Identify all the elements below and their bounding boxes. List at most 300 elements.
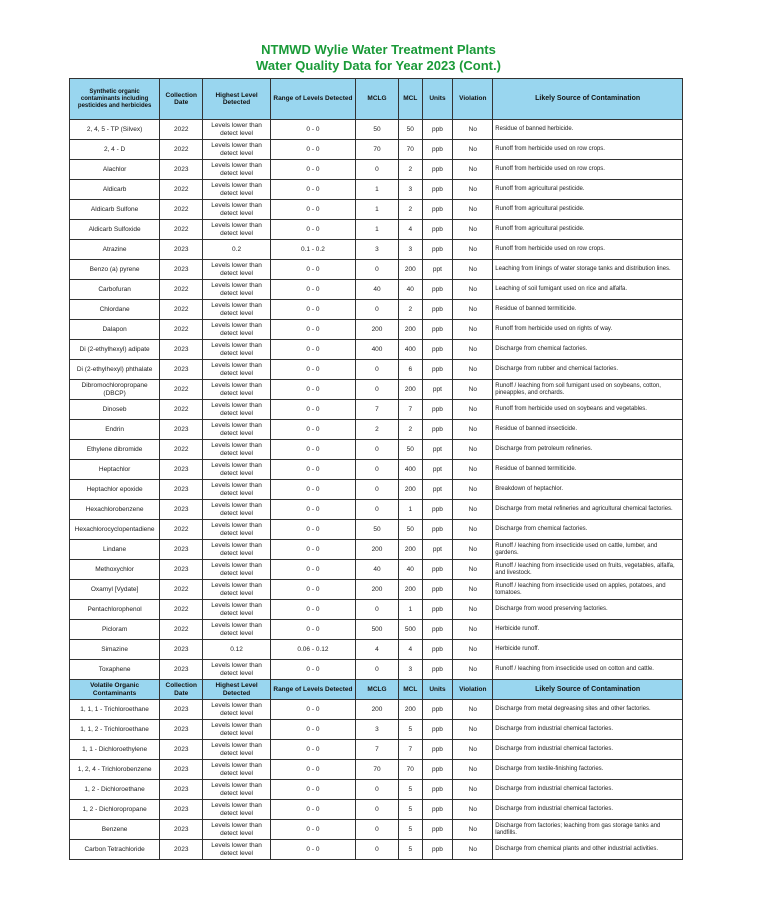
source-cell: Runoff / leaching from insecticide used on fruits, vegetables, alfalfa, and livestock. xyxy=(493,560,683,580)
source-cell: Discharge from chemical plants and other industrial activities. xyxy=(493,840,683,860)
table-row xyxy=(70,740,683,760)
collection-date-cell: 2022 xyxy=(160,600,203,620)
contaminant-cell: Alachlor xyxy=(70,160,160,180)
range-cell: 0 - 0 xyxy=(270,180,355,200)
units-cell: ppb xyxy=(422,760,453,780)
mcl-cell: 200 xyxy=(399,320,423,340)
contaminant-cell: Heptachlor xyxy=(70,460,160,480)
source-cell: Runoff from herbicide used on row crops. xyxy=(493,140,683,160)
units-cell: ppt xyxy=(422,460,453,480)
collection-date-cell: 2023 xyxy=(160,840,203,860)
violation-cell: No xyxy=(453,280,493,300)
highest-level-cell: Levels lower than detect level xyxy=(203,200,271,220)
synthetic-header-row xyxy=(70,79,683,120)
column-header-units: Units xyxy=(422,79,453,120)
units-cell: ppb xyxy=(422,420,453,440)
highest-level-cell: Levels lower than detect level xyxy=(203,300,271,320)
collection-date-cell: 2023 xyxy=(160,820,203,840)
highest-level-cell: Levels lower than detect level xyxy=(203,540,271,560)
units-cell: ppb xyxy=(422,700,453,720)
table-row xyxy=(70,600,683,620)
mcl-cell: 1 xyxy=(399,600,423,620)
units-cell: ppb xyxy=(422,160,453,180)
mcl-cell: 200 xyxy=(399,260,423,280)
mcl-cell: 5 xyxy=(399,800,423,820)
table-row xyxy=(70,320,683,340)
contaminant-cell: Carbon Tetrachloride xyxy=(70,840,160,860)
source-cell: Discharge from wood preserving factories. xyxy=(493,600,683,620)
violation-cell: No xyxy=(453,220,493,240)
mcl-cell: 500 xyxy=(399,620,423,640)
collection-date-cell: 2023 xyxy=(160,460,203,480)
units-cell: ppt xyxy=(422,260,453,280)
mcl-cell: 5 xyxy=(399,840,423,860)
source-cell: Discharge from metal refineries and agricultural chemical factories. xyxy=(493,500,683,520)
column-header-source: Likely Source of Contamination xyxy=(493,680,683,700)
source-cell: Runoff / leaching from insecticide used on cotton and cattle. xyxy=(493,660,683,680)
highest-level-cell: 0.2 xyxy=(203,240,271,260)
units-cell: ppb xyxy=(422,520,453,540)
mclg-cell: 200 xyxy=(355,700,398,720)
table-row xyxy=(70,220,683,240)
highest-level-cell: Levels lower than detect level xyxy=(203,840,271,860)
highest-level-cell: Levels lower than detect level xyxy=(203,280,271,300)
highest-level-cell: Levels lower than detect level xyxy=(203,420,271,440)
range-cell: 0 - 0 xyxy=(270,260,355,280)
violation-cell: No xyxy=(453,760,493,780)
violation-cell: No xyxy=(453,640,493,660)
collection-date-cell: 2022 xyxy=(160,440,203,460)
column-header-mclg: MCLG xyxy=(355,79,398,120)
highest-level-cell: Levels lower than detect level xyxy=(203,220,271,240)
units-cell: ppb xyxy=(422,660,453,680)
highest-level-cell: Levels lower than detect level xyxy=(203,780,271,800)
mclg-cell: 1 xyxy=(355,180,398,200)
units-cell: ppb xyxy=(422,120,453,140)
mclg-cell: 200 xyxy=(355,580,398,600)
collection-date-cell: 2022 xyxy=(160,580,203,600)
table-row xyxy=(70,500,683,520)
units-cell: ppb xyxy=(422,780,453,800)
contaminant-cell: Dibromochloropropane (DBCP) xyxy=(70,380,160,400)
column-header-mcl: MCL xyxy=(399,680,423,700)
highest-level-cell: Levels lower than detect level xyxy=(203,460,271,480)
highest-level-cell: Levels lower than detect level xyxy=(203,180,271,200)
units-cell: ppt xyxy=(422,440,453,460)
source-cell: Discharge from chemical factories. xyxy=(493,520,683,540)
range-cell: 0 - 0 xyxy=(270,140,355,160)
collection-date-cell: 2022 xyxy=(160,380,203,400)
column-header-units: Units xyxy=(422,680,453,700)
mcl-cell: 70 xyxy=(399,760,423,780)
violation-cell: No xyxy=(453,160,493,180)
mclg-cell: 50 xyxy=(355,520,398,540)
table-row xyxy=(70,820,683,840)
highest-level-cell: Levels lower than detect level xyxy=(203,760,271,780)
range-cell: 0 - 0 xyxy=(270,340,355,360)
range-cell: 0 - 0 xyxy=(270,600,355,620)
mcl-cell: 200 xyxy=(399,700,423,720)
column-header-violation: Violation xyxy=(453,680,493,700)
highest-level-cell: Levels lower than detect level xyxy=(203,620,271,640)
mclg-cell: 0 xyxy=(355,300,398,320)
collection-date-cell: 2023 xyxy=(160,480,203,500)
column-header-contaminant: Synthetic organic contaminants including pesticides and herbicides xyxy=(70,79,160,120)
collection-date-cell: 2023 xyxy=(160,720,203,740)
table-row xyxy=(70,520,683,540)
mcl-cell: 5 xyxy=(399,780,423,800)
contaminant-cell: Methoxychlor xyxy=(70,560,160,580)
contaminant-cell: 1, 2 - Dichloropropane xyxy=(70,800,160,820)
collection-date-cell: 2023 xyxy=(160,340,203,360)
mclg-cell: 0 xyxy=(355,840,398,860)
range-cell: 0 - 0 xyxy=(270,800,355,820)
mclg-cell: 40 xyxy=(355,280,398,300)
highest-level-cell: Levels lower than detect level xyxy=(203,440,271,460)
contaminant-cell: Dinoseb xyxy=(70,400,160,420)
collection-date-cell: 2022 xyxy=(160,300,203,320)
table-row xyxy=(70,640,683,660)
collection-date-cell: 2023 xyxy=(160,500,203,520)
mcl-cell: 2 xyxy=(399,200,423,220)
contaminant-cell: 1, 1, 1 - Trichloroethane xyxy=(70,700,160,720)
range-cell: 0 - 0 xyxy=(270,500,355,520)
column-header-highest-level: Highest Level Detected xyxy=(203,680,271,700)
mcl-cell: 2 xyxy=(399,420,423,440)
column-header-mclg: MCLG xyxy=(355,680,398,700)
units-cell: ppb xyxy=(422,220,453,240)
violation-cell: No xyxy=(453,740,493,760)
violation-cell: No xyxy=(453,520,493,540)
collection-date-cell: 2022 xyxy=(160,180,203,200)
mclg-cell: 0 xyxy=(355,820,398,840)
units-cell: ppb xyxy=(422,640,453,660)
units-cell: ppb xyxy=(422,500,453,520)
violation-cell: No xyxy=(453,140,493,160)
violation-cell: No xyxy=(453,200,493,220)
table-row xyxy=(70,280,683,300)
source-cell: Discharge from industrial chemical factories. xyxy=(493,740,683,760)
contaminant-cell: 2, 4 - D xyxy=(70,140,160,160)
contaminant-cell: Heptachlor epoxide xyxy=(70,480,160,500)
contaminant-cell: Atrazine xyxy=(70,240,160,260)
violation-cell: No xyxy=(453,780,493,800)
contaminant-cell: Carbofuran xyxy=(70,280,160,300)
mclg-cell: 0 xyxy=(355,500,398,520)
range-cell: 0 - 0 xyxy=(270,420,355,440)
contaminant-cell: 2, 4, 5 - TP (Silvex) xyxy=(70,120,160,140)
range-cell: 0 - 0 xyxy=(270,520,355,540)
source-cell: Runoff from agricultural pesticide. xyxy=(493,180,683,200)
contaminant-cell: Aldicarb Sulfoxide xyxy=(70,220,160,240)
range-cell: 0 - 0 xyxy=(270,380,355,400)
units-cell: ppb xyxy=(422,820,453,840)
mcl-cell: 5 xyxy=(399,820,423,840)
highest-level-cell: Levels lower than detect level xyxy=(203,400,271,420)
source-cell: Runoff / leaching from soil fumigant used on soybeans, cotton, pineapples, and orchards. xyxy=(493,380,683,400)
range-cell: 0 - 0 xyxy=(270,280,355,300)
collection-date-cell: 2022 xyxy=(160,140,203,160)
table-row xyxy=(70,840,683,860)
table-row xyxy=(70,460,683,480)
mcl-cell: 400 xyxy=(399,340,423,360)
mcl-cell: 2 xyxy=(399,160,423,180)
mcl-cell: 6 xyxy=(399,360,423,380)
range-cell: 0 - 0 xyxy=(270,200,355,220)
collection-date-cell: 2023 xyxy=(160,700,203,720)
mclg-cell: 0 xyxy=(355,360,398,380)
source-cell: Breakdown of heptachlor. xyxy=(493,480,683,500)
units-cell: ppb xyxy=(422,240,453,260)
table-row xyxy=(70,400,683,420)
table-row xyxy=(70,200,683,220)
violation-cell: No xyxy=(453,660,493,680)
highest-level-cell: 0.12 xyxy=(203,640,271,660)
collection-date-cell: 2023 xyxy=(160,540,203,560)
mclg-cell: 500 xyxy=(355,620,398,640)
range-cell: 0.06 - 0.12 xyxy=(270,640,355,660)
highest-level-cell: Levels lower than detect level xyxy=(203,520,271,540)
highest-level-cell: Levels lower than detect level xyxy=(203,140,271,160)
column-header-collection-date: Collection Date xyxy=(160,680,203,700)
range-cell: 0 - 0 xyxy=(270,400,355,420)
mcl-cell: 200 xyxy=(399,380,423,400)
table-row xyxy=(70,560,683,580)
mclg-cell: 0 xyxy=(355,780,398,800)
highest-level-cell: Levels lower than detect level xyxy=(203,700,271,720)
range-cell: 0 - 0 xyxy=(270,720,355,740)
page-subtitle: Water Quality Data for Year 2023 (Cont.) xyxy=(256,58,501,73)
volatile-header-row xyxy=(70,680,683,700)
table-row xyxy=(70,240,683,260)
mcl-cell: 40 xyxy=(399,560,423,580)
column-header-mcl: MCL xyxy=(399,79,423,120)
mclg-cell: 200 xyxy=(355,320,398,340)
range-cell: 0 - 0 xyxy=(270,480,355,500)
contaminant-cell: 1, 1 - Dichloroethylene xyxy=(70,740,160,760)
highest-level-cell: Levels lower than detect level xyxy=(203,560,271,580)
contaminant-cell: Benzo (a) pyrene xyxy=(70,260,160,280)
contaminant-cell: Pentachlorophenol xyxy=(70,600,160,620)
highest-level-cell: Levels lower than detect level xyxy=(203,120,271,140)
collection-date-cell: 2023 xyxy=(160,560,203,580)
violation-cell: No xyxy=(453,560,493,580)
collection-date-cell: 2023 xyxy=(160,420,203,440)
units-cell: ppb xyxy=(422,600,453,620)
violation-cell: No xyxy=(453,480,493,500)
table-row xyxy=(70,420,683,440)
table-row xyxy=(70,120,683,140)
source-cell: Discharge from chemical factories. xyxy=(493,340,683,360)
source-cell: Discharge from metal degreasing sites and other factories. xyxy=(493,700,683,720)
units-cell: ppb xyxy=(422,360,453,380)
mclg-cell: 40 xyxy=(355,560,398,580)
mcl-cell: 400 xyxy=(399,460,423,480)
collection-date-cell: 2023 xyxy=(160,660,203,680)
highest-level-cell: Levels lower than detect level xyxy=(203,600,271,620)
violation-cell: No xyxy=(453,120,493,140)
range-cell: 0.1 - 0.2 xyxy=(270,240,355,260)
collection-date-cell: 2022 xyxy=(160,320,203,340)
source-cell: Residue of banned termiticide. xyxy=(493,460,683,480)
table-row xyxy=(70,380,683,400)
collection-date-cell: 2023 xyxy=(160,740,203,760)
table-row xyxy=(70,300,683,320)
highest-level-cell: Levels lower than detect level xyxy=(203,500,271,520)
mclg-cell: 0 xyxy=(355,800,398,820)
mcl-cell: 40 xyxy=(399,280,423,300)
contaminant-cell: Oxamyl [Vydate] xyxy=(70,580,160,600)
range-cell: 0 - 0 xyxy=(270,220,355,240)
mcl-cell: 7 xyxy=(399,740,423,760)
units-cell: ppb xyxy=(422,720,453,740)
range-cell: 0 - 0 xyxy=(270,300,355,320)
range-cell: 0 - 0 xyxy=(270,760,355,780)
highest-level-cell: Levels lower than detect level xyxy=(203,660,271,680)
units-cell: ppb xyxy=(422,840,453,860)
source-cell: Residue of banned termiticide. xyxy=(493,300,683,320)
mclg-cell: 0 xyxy=(355,600,398,620)
source-cell: Discharge from industrial chemical factories. xyxy=(493,800,683,820)
collection-date-cell: 2022 xyxy=(160,280,203,300)
violation-cell: No xyxy=(453,400,493,420)
mclg-cell: 0 xyxy=(355,260,398,280)
source-cell: Discharge from petroleum refineries. xyxy=(493,440,683,460)
source-cell: Runoff from agricultural pesticide. xyxy=(493,220,683,240)
range-cell: 0 - 0 xyxy=(270,740,355,760)
collection-date-cell: 2022 xyxy=(160,400,203,420)
units-cell: ppt xyxy=(422,380,453,400)
range-cell: 0 - 0 xyxy=(270,120,355,140)
violation-cell: No xyxy=(453,540,493,560)
collection-date-cell: 2023 xyxy=(160,360,203,380)
violation-cell: No xyxy=(453,840,493,860)
highest-level-cell: Levels lower than detect level xyxy=(203,320,271,340)
mcl-cell: 50 xyxy=(399,520,423,540)
highest-level-cell: Levels lower than detect level xyxy=(203,720,271,740)
mcl-cell: 2 xyxy=(399,300,423,320)
mclg-cell: 7 xyxy=(355,400,398,420)
violation-cell: No xyxy=(453,720,493,740)
table-row xyxy=(70,180,683,200)
contaminant-cell: Chlordane xyxy=(70,300,160,320)
source-cell: Runoff from herbicide used on row crops. xyxy=(493,240,683,260)
mclg-cell: 3 xyxy=(355,240,398,260)
source-cell: Discharge from textile-finishing factories. xyxy=(493,760,683,780)
source-cell: Discharge from rubber and chemical factories. xyxy=(493,360,683,380)
volatile-section-header xyxy=(70,680,683,700)
table-row xyxy=(70,580,683,600)
source-cell: Runoff from herbicide used on soybeans and vegetables. xyxy=(493,400,683,420)
table-row xyxy=(70,340,683,360)
range-cell: 0 - 0 xyxy=(270,660,355,680)
collection-date-cell: 2023 xyxy=(160,240,203,260)
mcl-cell: 5 xyxy=(399,720,423,740)
mclg-cell: 400 xyxy=(355,340,398,360)
table-row xyxy=(70,800,683,820)
contaminant-cell: Simazine xyxy=(70,640,160,660)
contaminant-cell: Ethylene dibromide xyxy=(70,440,160,460)
mclg-cell: 0 xyxy=(355,460,398,480)
source-cell: Leaching from linings of water storage tanks and distribution lines. xyxy=(493,260,683,280)
violation-cell: No xyxy=(453,620,493,640)
violation-cell: No xyxy=(453,320,493,340)
highest-level-cell: Levels lower than detect level xyxy=(203,360,271,380)
range-cell: 0 - 0 xyxy=(270,460,355,480)
contaminant-cell: 1, 2, 4 - Trichlorobenzene xyxy=(70,760,160,780)
range-cell: 0 - 0 xyxy=(270,620,355,640)
violation-cell: No xyxy=(453,580,493,600)
mclg-cell: 1 xyxy=(355,220,398,240)
source-cell: Runoff from herbicide used on rights of way. xyxy=(493,320,683,340)
table-row xyxy=(70,660,683,680)
collection-date-cell: 2023 xyxy=(160,640,203,660)
violation-cell: No xyxy=(453,820,493,840)
mclg-cell: 1 xyxy=(355,200,398,220)
source-cell: Discharge from factories; leaching from gas storage tanks and landfills. xyxy=(493,820,683,840)
source-cell: Runoff / leaching from insecticide used on cattle, lumber, and gardens. xyxy=(493,540,683,560)
source-cell: Runoff from agricultural pesticide. xyxy=(493,200,683,220)
mcl-cell: 50 xyxy=(399,120,423,140)
contaminant-cell: 1, 1, 2 - Trichloroethane xyxy=(70,720,160,740)
violation-cell: No xyxy=(453,300,493,320)
mcl-cell: 3 xyxy=(399,660,423,680)
collection-date-cell: 2022 xyxy=(160,520,203,540)
synthetic-section-body xyxy=(70,120,683,680)
mclg-cell: 200 xyxy=(355,540,398,560)
highest-level-cell: Levels lower than detect level xyxy=(203,740,271,760)
units-cell: ppb xyxy=(422,200,453,220)
table-row xyxy=(70,780,683,800)
source-cell: Runoff from herbicide used on row crops. xyxy=(493,160,683,180)
mcl-cell: 3 xyxy=(399,240,423,260)
range-cell: 0 - 0 xyxy=(270,780,355,800)
column-header-range: Range of Levels Detected xyxy=(270,680,355,700)
units-cell: ppb xyxy=(422,560,453,580)
units-cell: ppb xyxy=(422,740,453,760)
range-cell: 0 - 0 xyxy=(270,580,355,600)
violation-cell: No xyxy=(453,500,493,520)
table-row xyxy=(70,700,683,720)
units-cell: ppb xyxy=(422,340,453,360)
highest-level-cell: Levels lower than detect level xyxy=(203,160,271,180)
contaminant-cell: Picloram xyxy=(70,620,160,640)
mclg-cell: 50 xyxy=(355,120,398,140)
table-row xyxy=(70,160,683,180)
table-row xyxy=(70,760,683,780)
mcl-cell: 1 xyxy=(399,500,423,520)
violation-cell: No xyxy=(453,440,493,460)
highest-level-cell: Levels lower than detect level xyxy=(203,480,271,500)
collection-date-cell: 2023 xyxy=(160,160,203,180)
collection-date-cell: 2023 xyxy=(160,780,203,800)
source-cell: Leaching of soil fumigant used on rice and alfalfa. xyxy=(493,280,683,300)
highest-level-cell: Levels lower than detect level xyxy=(203,340,271,360)
violation-cell: No xyxy=(453,460,493,480)
contaminant-cell: Di (2-ethylhexyl) phthalate xyxy=(70,360,160,380)
collection-date-cell: 2022 xyxy=(160,620,203,640)
page-title: NTMWD Wylie Water Treatment Plants xyxy=(261,42,496,57)
units-cell: ppb xyxy=(422,300,453,320)
mcl-cell: 200 xyxy=(399,480,423,500)
units-cell: ppt xyxy=(422,480,453,500)
mclg-cell: 70 xyxy=(355,140,398,160)
source-cell: Runoff / leaching from insecticide used on apples, potatoes, and tomatoes. xyxy=(493,580,683,600)
units-cell: ppb xyxy=(422,280,453,300)
violation-cell: No xyxy=(453,260,493,280)
range-cell: 0 - 0 xyxy=(270,540,355,560)
table-row xyxy=(70,540,683,560)
